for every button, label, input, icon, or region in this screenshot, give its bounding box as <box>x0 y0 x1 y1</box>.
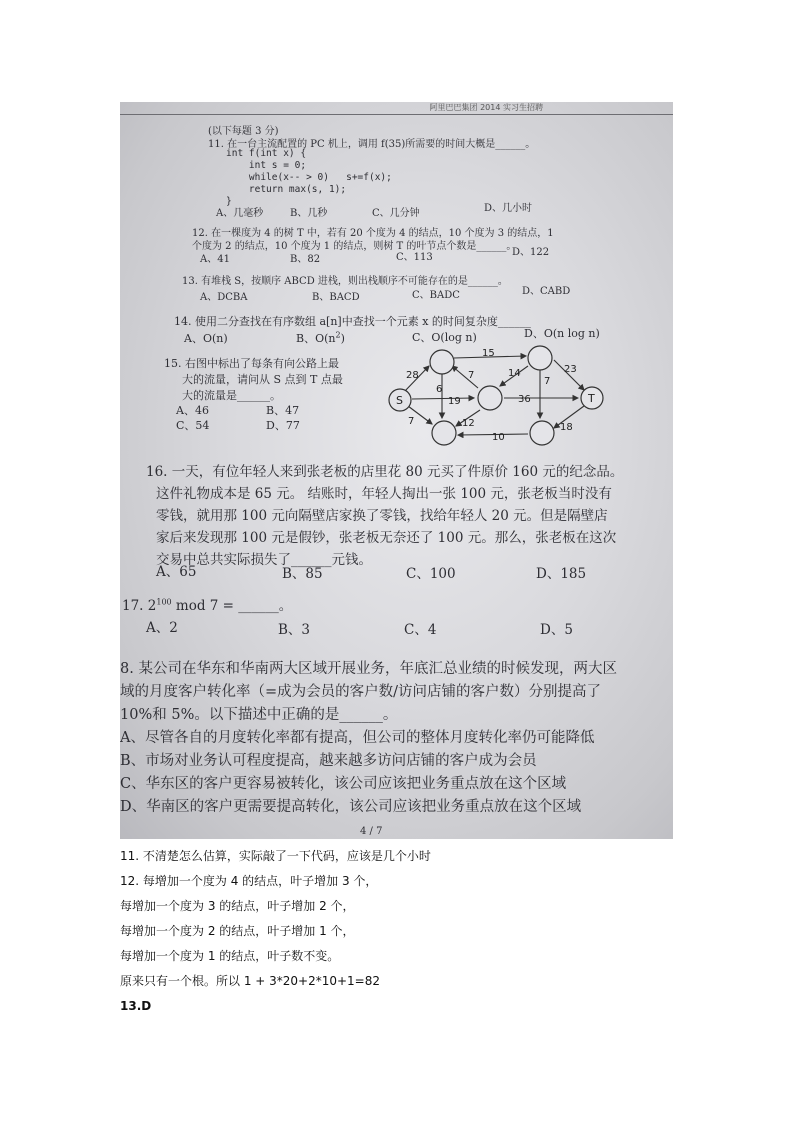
q17-option: C、4 <box>404 622 437 638</box>
q11-code-line: } <box>226 196 232 207</box>
edge-label: 12 <box>462 418 475 429</box>
q15-option: D、77 <box>266 419 300 432</box>
answer-line: 12. 每增加一个度为 4 的结点，叶子增加 3 个， <box>120 874 378 888</box>
q11-code-line: return max(s, 1); <box>226 184 347 195</box>
edge-label: 7 <box>468 370 475 381</box>
q11-option: A、几毫秒 <box>216 208 264 219</box>
q15-option: B、47 <box>266 404 300 417</box>
edge-label: 15 <box>482 348 495 359</box>
node <box>528 346 552 370</box>
q17-option: D、5 <box>540 622 573 638</box>
q13-stem: 13. 有堆栈 S，按顺序 ABCD 进栈，则出栈顺序不可能存在的是______。 <box>182 276 508 287</box>
q11-stem: 11. 在一台主流配置的 PC 机上，调用 f(35)所需要的时间大概是______。 <box>208 139 536 150</box>
q15-line: 15. 右图中标出了每条有向公路上最 <box>164 357 339 370</box>
q17-stem: 17. $2^{100}$ mod 7 = ______。 <box>122 597 293 614</box>
q16-line: 家后来发现那 100 元是假钞，张老板无奈还了 100 元。那么，张老板在这次 <box>156 530 617 546</box>
answer-notes <box>120 844 680 1019</box>
q11-option: C、几分钟 <box>372 208 420 219</box>
q17-option: B、3 <box>278 622 311 638</box>
q12-line: 12. 在一棵度为 4 的树 T 中，若有 20 个度为 4 的结点，10 个度为 3 的结点，1 <box>192 228 554 239</box>
q12-option: B、82 <box>290 254 321 265</box>
edge-label: 18 <box>560 422 573 433</box>
answer-line: 13.D <box>120 999 152 1013</box>
edge-label: 10 <box>492 432 505 443</box>
q15-option: A、46 <box>176 404 209 417</box>
q14-option: A、O(n) <box>184 332 228 345</box>
q12-line: 个度为 2 的结点，10 个度为 1 的结点，则树 T 的叶节点个数是______。 <box>192 241 517 252</box>
q16-line: 16. 一天，有位年轻人来到张老板的店里花 80 元买了件原价 160 元的纪念品。 <box>146 464 624 480</box>
q18-line: 域的月度客户转化率（=成为会员的客户数/访问店铺的客户数）分别提高了 <box>120 684 602 700</box>
q11-code-line: int f(int x) { <box>226 148 307 159</box>
q14-option-b: B、$O(n^2)$ <box>296 330 345 345</box>
q14-stem: 14. 使用二分查找在有序数组 a[n]中查找一个元素 x 的时间复杂度______ <box>174 315 531 328</box>
q16-option: C、100 <box>406 566 456 582</box>
q18-line: C、华东区的客户更容易被转化，该公司应该把业务重点放在这个区域 <box>120 776 567 792</box>
q12-option: A、41 <box>200 254 230 265</box>
exam-header <box>120 102 673 115</box>
q16-option: A、65 <box>156 564 197 580</box>
q11-option: B、几秒 <box>290 208 328 219</box>
q18-line: B、市场对业务认可程度提高，越来越多访问店铺的客户成为会员 <box>120 753 537 769</box>
edge-label: 14 <box>508 368 521 379</box>
q11-intro: (以下每题 3 分) <box>208 126 279 137</box>
answer-line: 11. 不清楚怎么估算，实际敲了一下代码，应该是几个小时 <box>120 849 431 863</box>
q18-line: 8. 某公司在华东和华南两大区域开展业务，年底汇总业绩的时候发现，两大区 <box>120 661 617 677</box>
q18-line: A、尽管各自的月度转化率都有提高，但公司的整体月度转化率仍可能降低 <box>120 730 595 746</box>
q15-option: C、54 <box>176 419 210 432</box>
q13-option: A、DCBA <box>200 292 248 303</box>
q13-option: B、BACD <box>312 292 360 303</box>
q15-line: 大的流量，请问从 S 点到 T 点最 <box>182 373 343 386</box>
q16-line: 这件礼物成本是 65 元。 结账时，年轻人掏出一张 100 元，张老板当时没有 <box>156 486 612 502</box>
edge-label: 19 <box>448 396 461 407</box>
q16-line: 零钱，就用那 100 元向隔壁店家换了零钱，找给年轻人 20 元。但是隔壁店 <box>156 508 608 524</box>
q13-option: D、CABD <box>522 286 571 297</box>
q11-code-line: int s = 0; <box>226 160 307 171</box>
q12-option: C、113 <box>396 252 433 263</box>
edge-label: 36 <box>518 394 531 405</box>
q17-option: A、2 <box>146 620 178 636</box>
edge-label: 7 <box>408 416 415 427</box>
q18-line: D、华南区的客户更需要提高转化，该公司应该把业务重点放在这个区域 <box>120 799 582 815</box>
flow-network-diagram <box>382 344 612 449</box>
node <box>430 350 454 374</box>
q11-code-line: while(x-- > 0) s+=f(x); <box>226 172 392 183</box>
edge-label: 23 <box>564 364 577 375</box>
q14-option: C、O(log n) <box>412 331 477 344</box>
exam-photo <box>120 102 673 839</box>
q18-line: 10%和 5%。以下描述中正确的是______。 <box>120 707 398 723</box>
node <box>432 421 456 445</box>
page-number: 4 / 7 <box>360 826 383 837</box>
answer-line: 每增加一个度为 2 的结点，叶子增加 1 个， <box>120 924 355 938</box>
q11-option: D、几小时 <box>484 203 533 214</box>
q16-option: B、85 <box>282 566 323 582</box>
q15-line: 大的流量是______。 <box>182 389 281 402</box>
answer-line: 原来只有一个根。所以 1 + 3*20+2*10+1=82 <box>120 974 381 988</box>
edge-label: 28 <box>406 370 419 381</box>
edge <box>412 398 474 399</box>
edge-label: 6 <box>436 384 443 395</box>
exam-header-text: 阿里巴巴集团 2014 实习生招聘 <box>429 103 543 112</box>
q13-option: C、BADC <box>412 290 460 301</box>
q16-line: 交易中总共实际损失了______元钱。 <box>156 552 372 568</box>
node <box>530 421 554 445</box>
q14-option: D、O(n log n) <box>524 327 600 340</box>
node-label: S <box>396 394 403 407</box>
answer-line: 每增加一个度为 1 的结点，叶子数不变。 <box>120 949 340 963</box>
node-label: T <box>588 392 595 405</box>
edge-label: 7 <box>544 376 551 387</box>
q12-option: D、122 <box>512 247 550 258</box>
q16-option: D、185 <box>536 566 587 582</box>
answer-line: 每增加一个度为 3 的结点，叶子增加 2 个， <box>120 899 355 913</box>
node <box>478 386 502 410</box>
